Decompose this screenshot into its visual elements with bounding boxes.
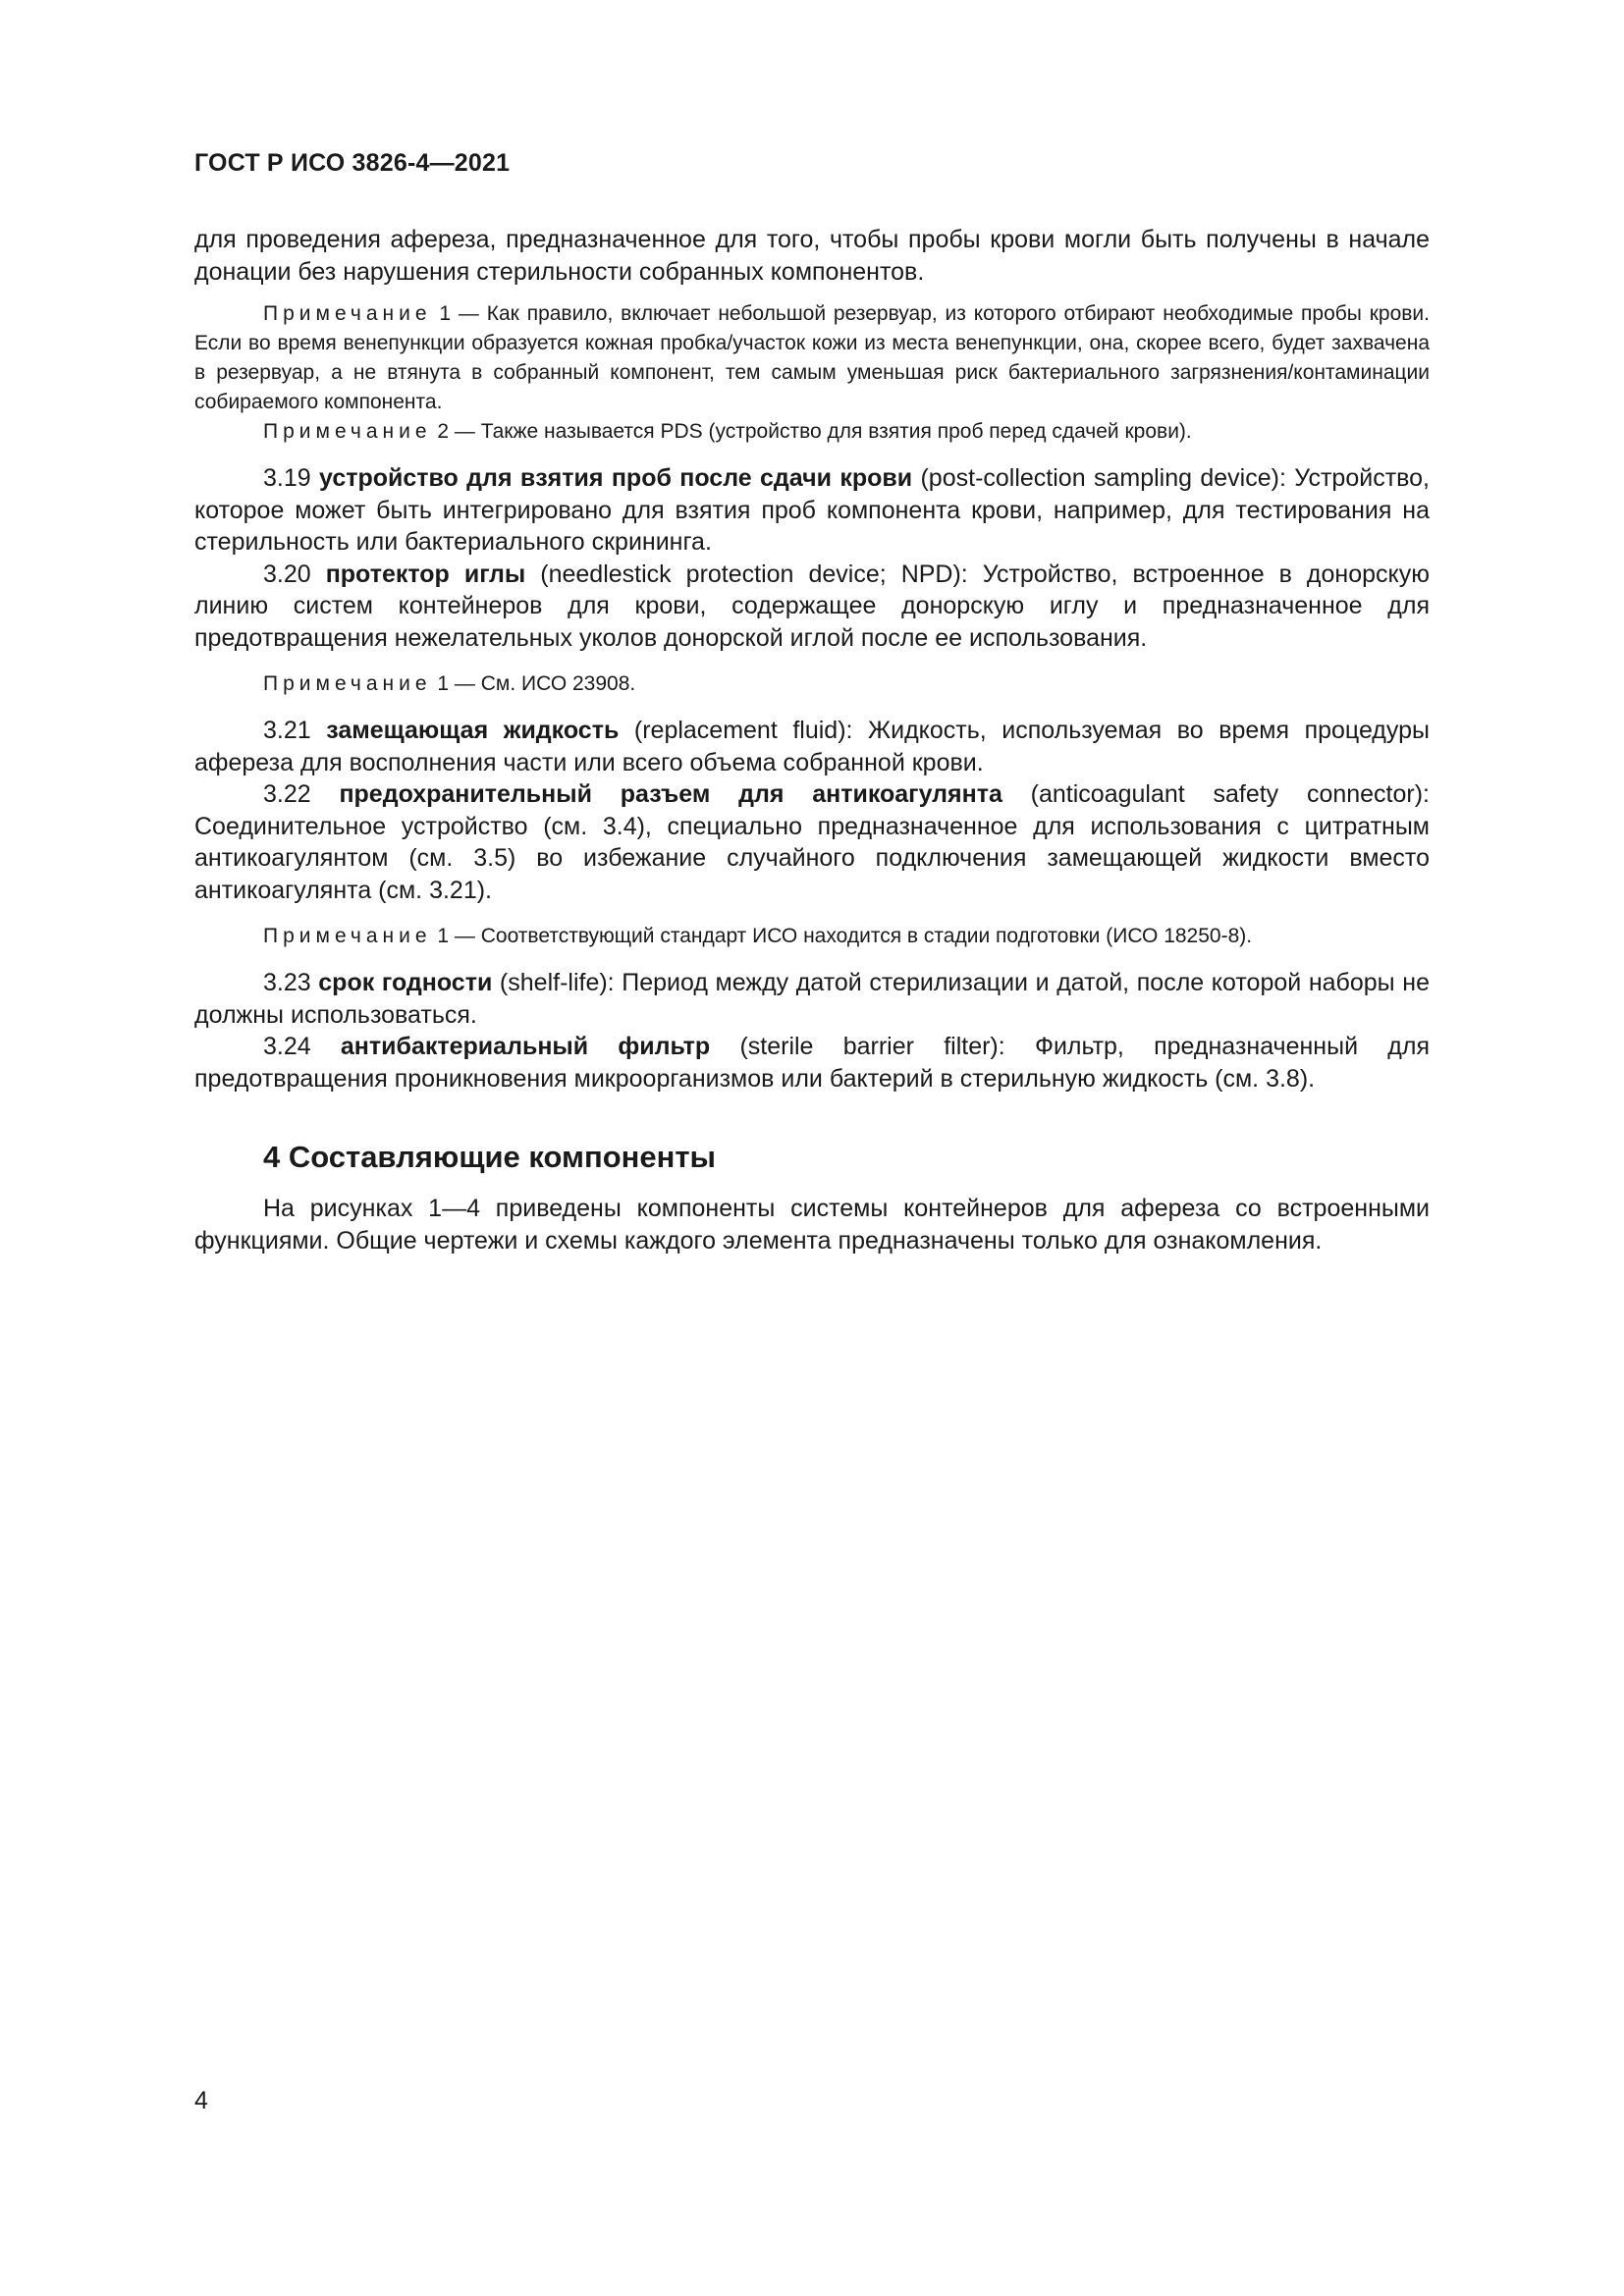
- term-number: 3.20: [263, 560, 326, 588]
- term-number: 3.24: [263, 1033, 341, 1060]
- term-title: антибактериальный фильтр: [340, 1033, 711, 1060]
- note-text: 1 — Как правило, включает небольшой резервуар, из которого отбирают необходимые пробы крови. Если во время венепункции образуется кожная пробка/участок кожи из места венепункции, она, скорее всего, будет захвачена в резервуар, а не втянута в собранный компонент, тем самым уменьшая риск бактериального загрязнения/контаминации собираемого компонента.: [194, 302, 1430, 413]
- continued-paragraph: для проведения афереза, предназначенное для того, чтобы пробы крови могли быть получены в начале донации без нарушения стерильности собранных компонентов.: [194, 226, 1430, 286]
- note-3-18-2: [194, 417, 1430, 447]
- term-title: устройство для взятия проб после сдачи крови: [319, 464, 913, 492]
- page-number: 4: [194, 2087, 208, 2114]
- term-definition: (post-collection sampling device): Устройство, которое может быть интегрировано для взятия проб компонента крови, например, для тестирования на стерильность или бактериального скрининга.: [194, 464, 1431, 556]
- term-title: замещающая жидкость: [326, 717, 620, 744]
- term-number: 3.21: [263, 717, 327, 744]
- term-title: срок годности: [318, 969, 493, 996]
- document-body: [194, 224, 1430, 1256]
- term-definition: (anticoagulant safety connector): Соединительное устройство (см. 3.4), специально предназначенное для использования с цитратным антикоагулянтом (см. 3.5) во избежание случайного подключения замещающей жидкости вместо антикоагулянта (см. 3.21).: [194, 780, 1431, 904]
- term-3-24: [194, 1031, 1430, 1095]
- note-3-18-1: [194, 299, 1430, 417]
- term-3-20: [194, 559, 1430, 655]
- term-3-21: [194, 715, 1430, 778]
- term-definition: (replacement fluid): Жидкость, используемая во время процедуры афереза для восполнения части или всего объема собранной крови.: [194, 717, 1430, 776]
- note-3-20-1: [194, 669, 1430, 699]
- note-3-22-1: [194, 922, 1430, 951]
- note-label: Примечание: [263, 420, 432, 443]
- term-definition: (shelf-life): Период между датой стерилизации и датой, после которой наборы не должны использоваться.: [194, 969, 1430, 1029]
- note-text: 2 — Также называется PDS (устройство для взятия проб перед сдачей крови).: [431, 420, 1192, 443]
- term-definition: (needlestick protection device; NPD): Устройство, встроенное в донорскую линию систем контейнеров для крови, содержащее донорскую иглу и предназначенное для предотвращения нежелательных уколов донорской иглой после ее использования.: [194, 560, 1430, 652]
- term-title: предохранительный разъем для антикоагулянта: [339, 780, 1002, 808]
- note-label: Примечание: [263, 925, 432, 947]
- section-4-paragraph: На рисунках 1—4 приведены компоненты системы контейнеров для афереза со встроенными функциями. Общие чертежи и схемы каждого элемента предназначены только для ознакомления.: [194, 1195, 1430, 1255]
- section-4-title: 4 Составляющие компоненты: [263, 1140, 716, 1174]
- term-3-22: [194, 778, 1430, 906]
- term-3-19: [194, 462, 1430, 559]
- term-number: 3.23: [263, 969, 319, 996]
- term-number: 3.19: [263, 464, 320, 492]
- term-number: 3.22: [263, 780, 340, 808]
- note-text: 1 — См. ИСО 23908.: [431, 672, 636, 695]
- term-title: протектор иглы: [325, 560, 526, 588]
- note-text: 1 — Соответствующий стандарт ИСО находится в стадии подготовки (ИСО 18250-8).: [431, 925, 1253, 947]
- note-label: Примечание: [263, 302, 432, 325]
- term-definition: (sterile barrier filter): Фильтр, предназначенный для предотвращения проникновения микроорганизмов или бактерий в стерильную жидкость (см. 3.8).: [194, 1033, 1430, 1093]
- note-label: Примечание: [263, 672, 432, 695]
- document-id-header: ГОСТ Р ИСО 3826-4—2021: [194, 149, 511, 177]
- term-3-23: [194, 967, 1430, 1031]
